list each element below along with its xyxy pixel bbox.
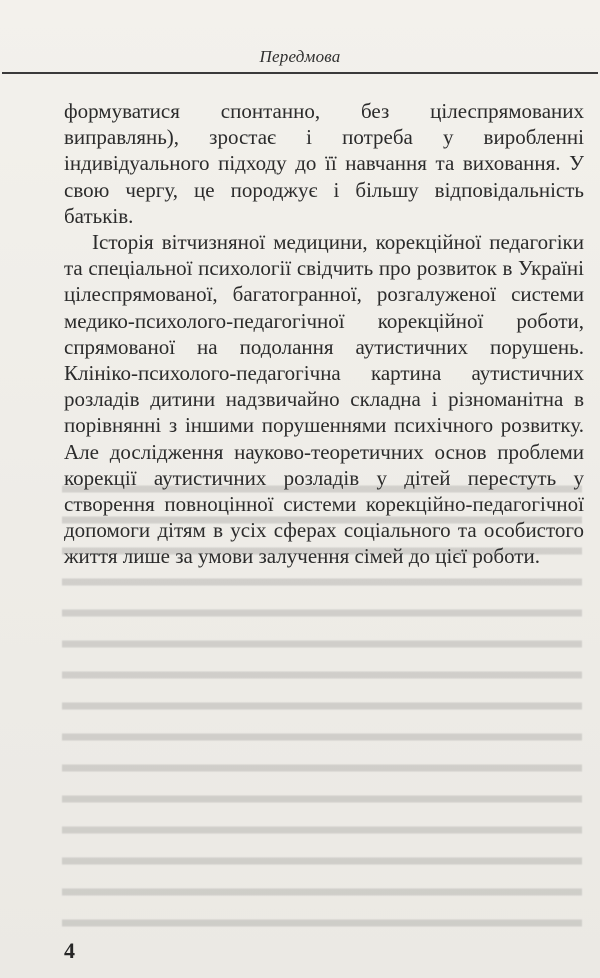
running-header <box>0 0 600 75</box>
page-number: 4 <box>64 938 75 963</box>
header-title: Передмова <box>259 47 341 66</box>
paragraph-1: формуватися спонтанно, без цілеспрямованих виправлянь), зростає і потреба у виробленні індивідуального підходу до її навчання та виховання. У свою чергу, це породжує і більшу відповідальність батьків. <box>64 99 584 228</box>
header-rule <box>2 72 598 74</box>
body-text <box>64 98 584 570</box>
paragraph-2: Історія вітчизняної медицини, корекційної педагогіки та спеціальної психології свідчить про розвиток в Україні цілеспрямованої, багатогранної, розгалуженої системи медико-психолого-педагогічної корекційної роботи, спрямованої на подолання аутистичних порушень. Клініко-психолого-педагогічна картина аутистичних розладів дитини надзвичайно складна і різноманітна в порівнянні з іншими порушеннями психічного розвитку. Але дослідження науково-теоретичних основ проблеми корекції аутистичних розладів у дітей перестуть у створення повноцінної системи корекційно-педагогічної допомоги дітям в усіх сферах соціального та особистого життя лише за умови залучення сімей до цієї роботи. <box>64 230 584 569</box>
